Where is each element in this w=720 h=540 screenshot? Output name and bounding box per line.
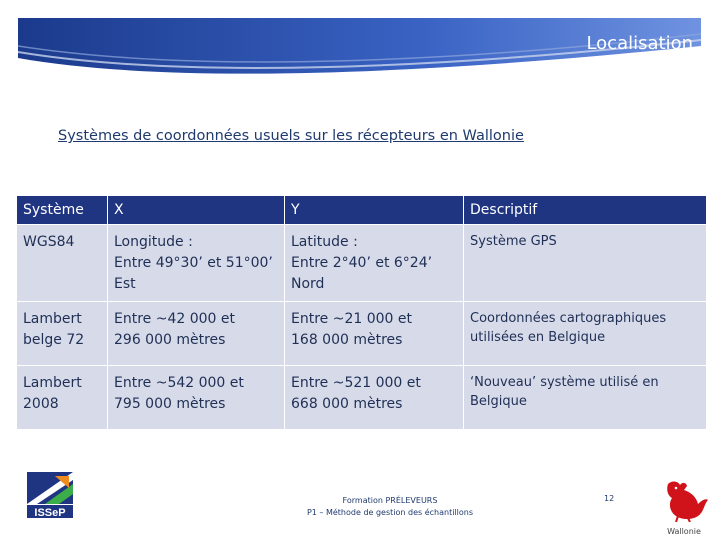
cell-line: Belgique <box>470 394 527 409</box>
footer-line-1: Formation PRÉLEVEURS <box>342 496 438 505</box>
cell-line: Nord <box>291 276 325 292</box>
cell-line: Entre ~42 000 et <box>114 311 235 327</box>
banner-wave <box>18 18 701 90</box>
table-cell <box>17 302 107 365</box>
section-subtitle: Systèmes de coordonnées usuels sur les récepteurs en Wallonie <box>58 128 524 144</box>
cell-line: 795 000 mètres <box>114 396 226 412</box>
table-cell <box>464 225 706 301</box>
cell-line: 2008 <box>23 396 59 412</box>
cell-line: 168 000 mètres <box>291 332 403 348</box>
cell-line: ‘Nouveau’ système utilisé en <box>470 375 659 390</box>
table-cell <box>17 225 107 301</box>
cell-line: Système GPS <box>470 234 557 249</box>
cell-line: belge 72 <box>23 332 85 348</box>
cell-line: Entre ~521 000 et <box>291 375 421 391</box>
wallonie-label: Wallonie <box>667 527 701 536</box>
table-row <box>17 366 706 429</box>
cell-line: Entre ~542 000 et <box>114 375 244 391</box>
wallonie-logo <box>658 478 710 536</box>
table-row <box>17 225 706 301</box>
table-cell <box>108 225 284 301</box>
cell-line: WGS84 <box>23 234 75 250</box>
rooster-icon <box>658 478 710 522</box>
table-cell <box>464 366 706 429</box>
cell-line: Lambert <box>23 311 82 327</box>
cell-line: 668 000 mètres <box>291 396 403 412</box>
footer-line-2: P1 – Méthode de gestion des échantillons <box>306 508 474 517</box>
column-header: Y <box>285 196 463 224</box>
page-number: 12 <box>604 494 615 503</box>
table-cell <box>108 366 284 429</box>
footer <box>290 495 490 519</box>
table-cell <box>285 225 463 301</box>
column-header: Descriptif <box>464 196 706 224</box>
header-banner <box>18 18 701 90</box>
column-header: Système <box>17 196 107 224</box>
cell-line: Est <box>114 276 136 292</box>
table-cell <box>17 366 107 429</box>
table-cell <box>108 302 284 365</box>
column-header: X <box>108 196 284 224</box>
cell-line: utilisées en Belgique <box>470 330 606 345</box>
table-cell <box>464 302 706 365</box>
cell-line: Longitude : <box>114 234 193 250</box>
issep-logo-graphic <box>25 470 75 520</box>
coordinate-systems-table <box>16 195 707 430</box>
table-cell <box>285 366 463 429</box>
table-row <box>17 302 706 365</box>
cell-line: Coordonnées cartographiques <box>470 311 667 326</box>
cell-line: 296 000 mètres <box>114 332 226 348</box>
cell-line: Lambert <box>23 375 82 391</box>
page-title: Localisation <box>586 33 693 54</box>
table-header-row <box>17 196 706 224</box>
cell-line: Entre 2°40’ et 6°24’ <box>291 255 433 271</box>
issep-logo-text: ISSeP <box>34 507 66 519</box>
cell-line: Entre ~21 000 et <box>291 311 412 327</box>
cell-line: Entre 49°30’ et 51°00’ <box>114 255 273 271</box>
issep-logo <box>25 470 75 520</box>
table-cell <box>285 302 463 365</box>
cell-line: Latitude : <box>291 234 358 250</box>
